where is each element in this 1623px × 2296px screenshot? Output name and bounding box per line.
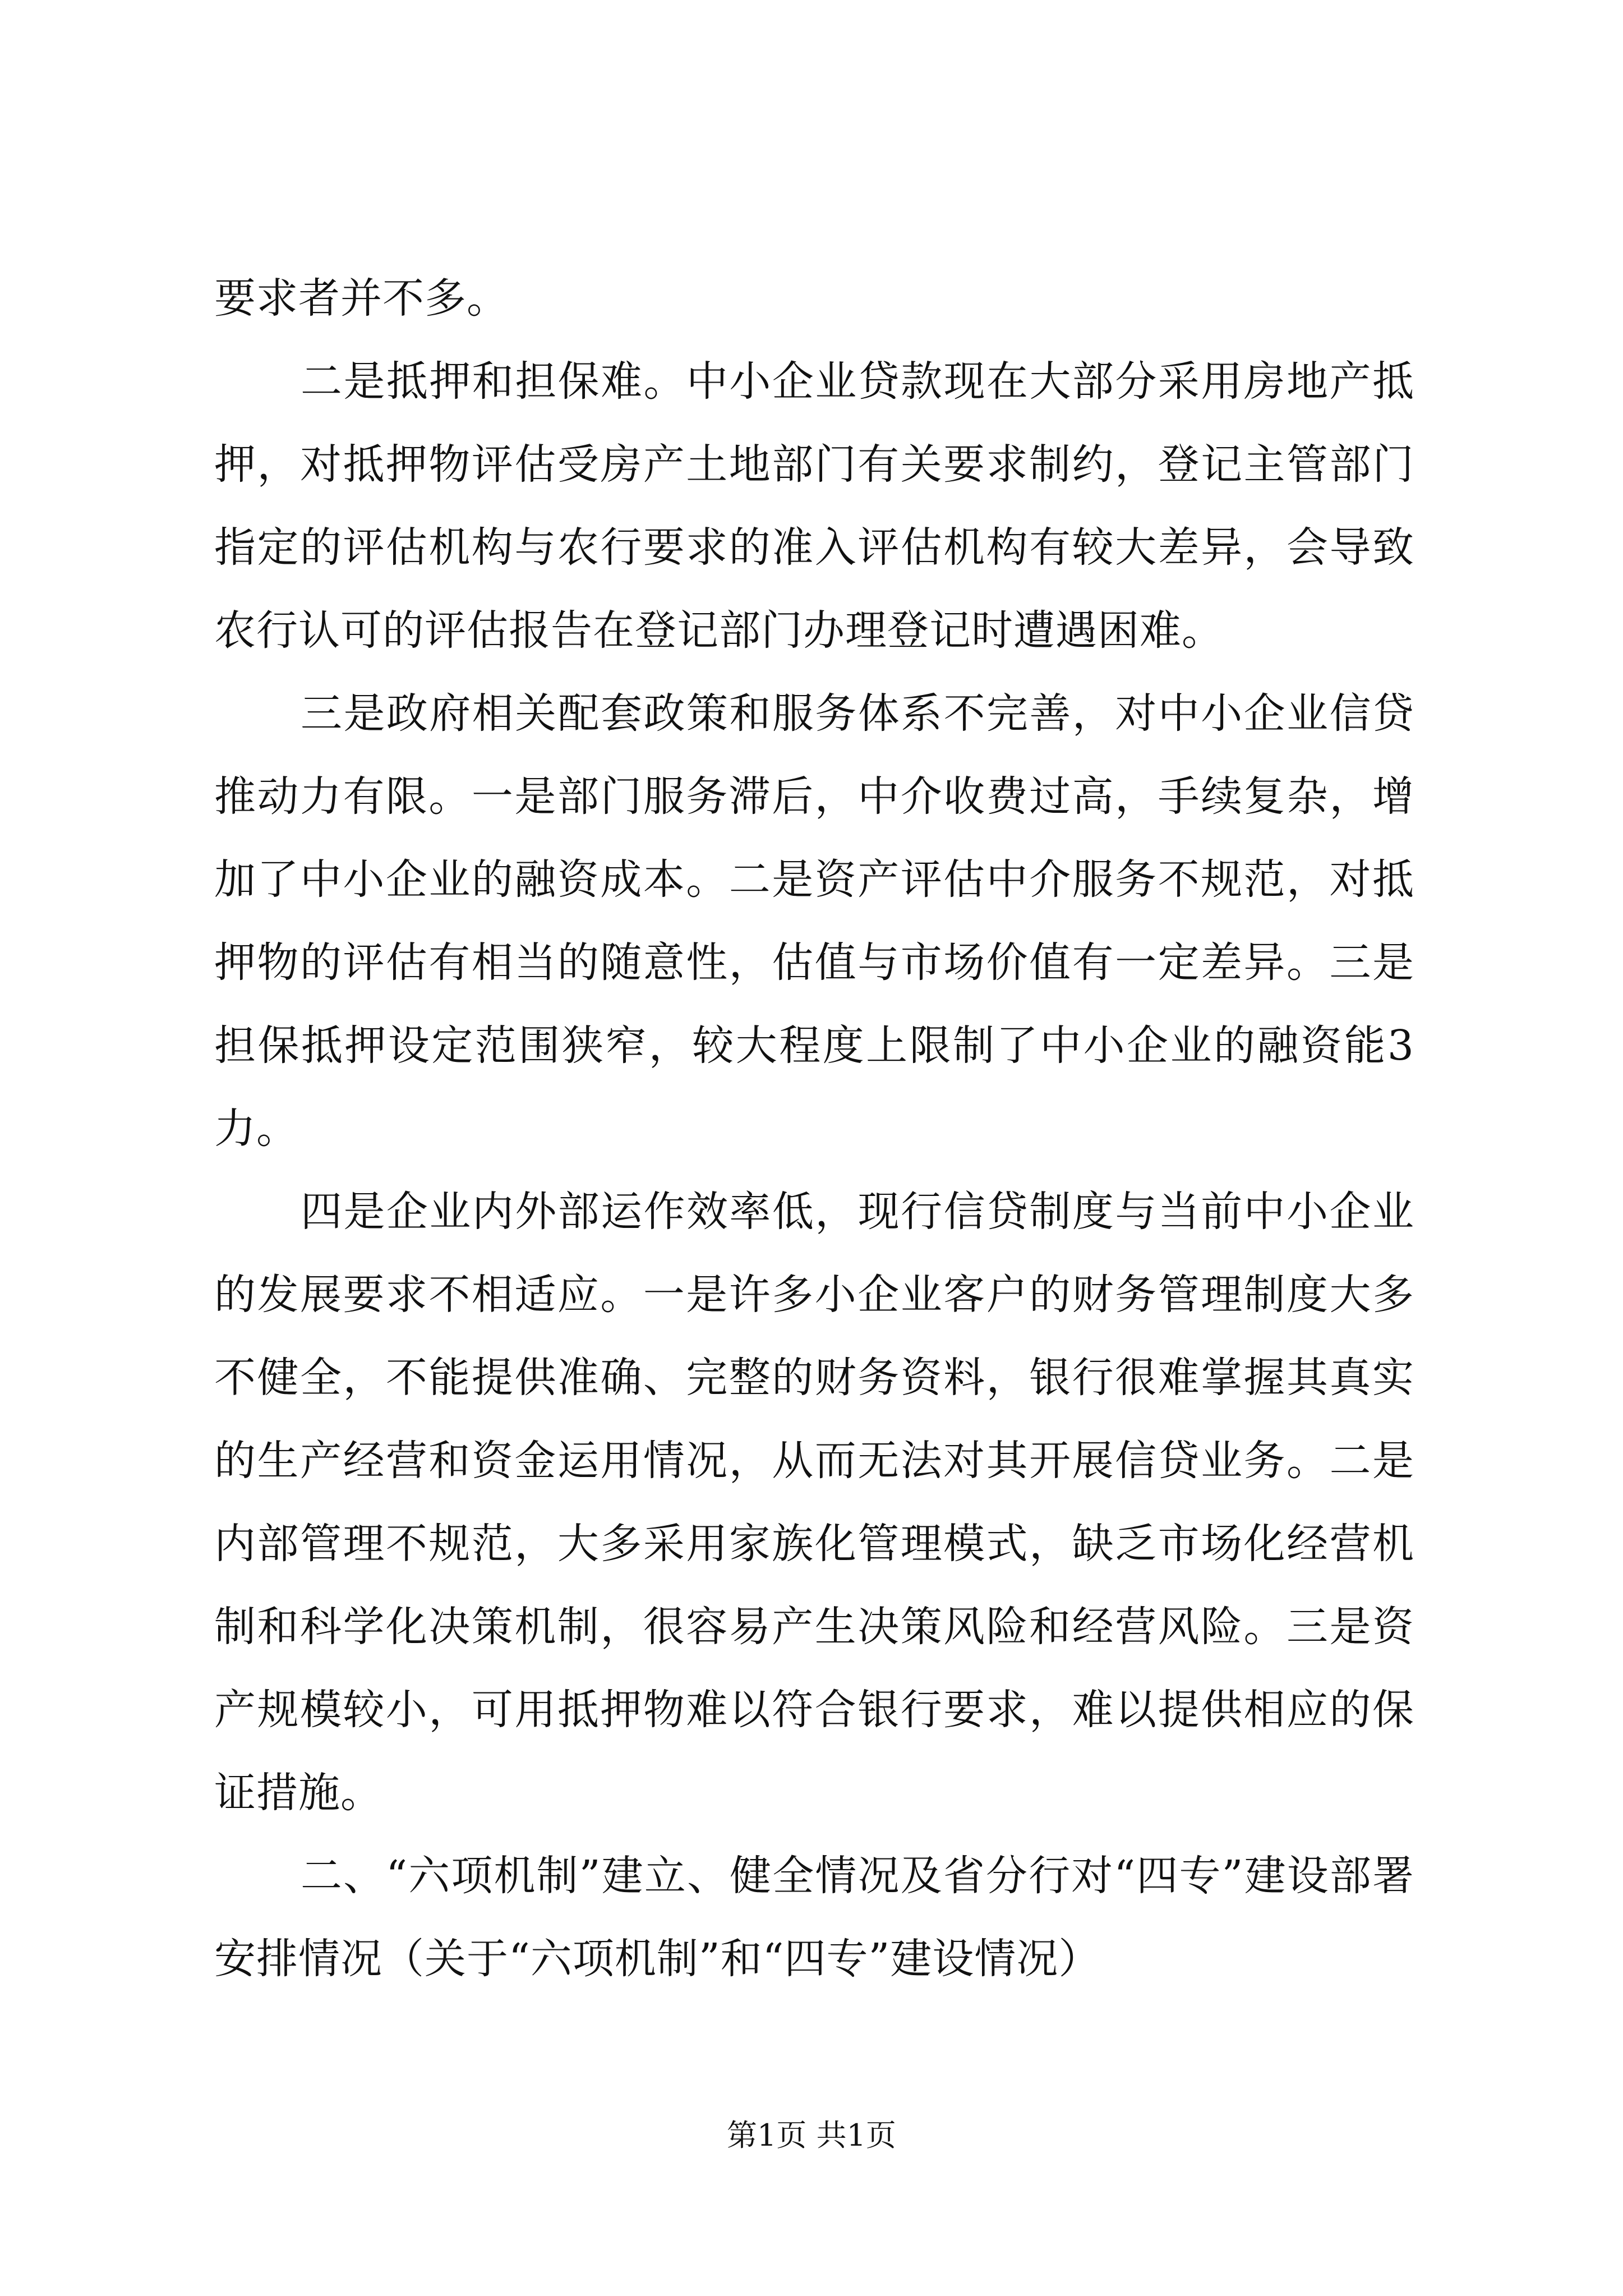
- paragraph-3: 三是政府相关配套政策和服务体系不完善，对中小企业信贷推动力有限。一是部门服务滞后，中介收费过高，手续复杂，增加了中小企业的融资成本。二是资产评估中介服务不规范，对抵押物的评估有相当的随意性，估值与市场价值有一定差异。三是担保抵押设定范围狭窄，较大程度上限制了中小企业的融资能3力。: [214, 689, 1414, 1153]
- paragraph-2: 二是抵押和担保难。中小企业贷款现在大部分采用房地产抵押，对抵押物评估受房产土地部门有关要求制约，登记主管部门指定的评估机构与农行要求的准入评估机构有较大差异，会导致农行认可的评估报告在登记部门办理登记时遭遇困难。: [214, 357, 1414, 655]
- paragraph-5: 二、“六项机制”建立、健全情况及省分行对“四专”建设部署安排情况（关于“六项机制”和“四专”建设情况）: [214, 1852, 1414, 1983]
- paragraph-4: 四是企业内外部运作效率低，现行信贷制度与当前中小企业的发展要求不相适应。一是许多小企业客户的财务管理制度大多不健全，不能提供准确、完整的财务资料，银行很难掌握其真实的生产经营和资金运用情况，从而无法对其开展信贷业务。二是内部管理不规范，大多采用家族化管理模式，缺乏市场化经营机制和科学化决策机制，很容易产生决策风险和经营风险。三是资产规模较小，可用抵押物难以符合银行要求，难以提供相应的保证措施。: [214, 1188, 1414, 1817]
- paragraph-1: 要求者并不多。: [214, 274, 509, 323]
- page-footer: 第1页 共1页: [727, 2118, 896, 2153]
- document-body: [214, 257, 1414, 2000]
